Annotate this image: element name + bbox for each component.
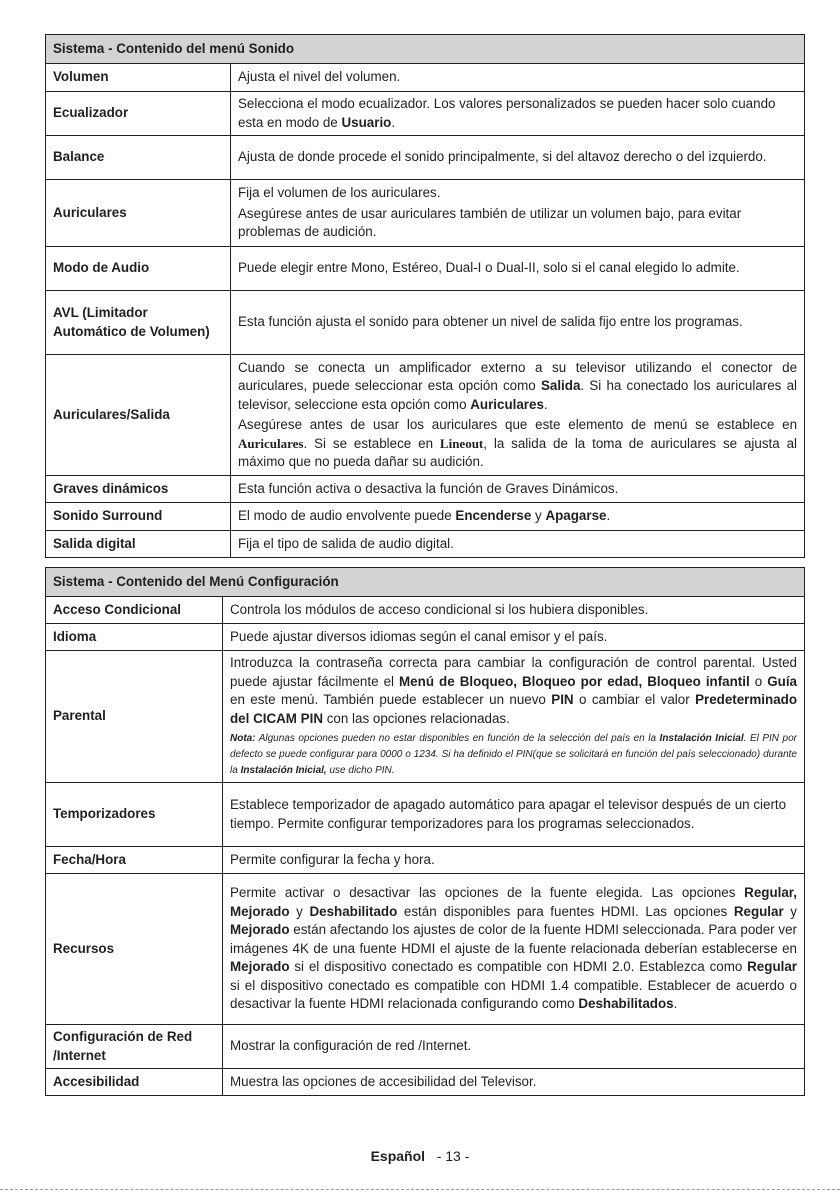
table-row [46, 597, 805, 624]
table-row [46, 783, 805, 847]
row-label: Modo de Audio [46, 247, 231, 291]
table-row [46, 624, 805, 651]
table-row [46, 136, 805, 180]
row-description: Fija el volumen de los auriculares. Asegúrese antes de usar auriculares también de utilizar un volumen bajo, para evitar problemas de audición. [231, 180, 805, 247]
row-label: Idioma [46, 624, 223, 651]
parental-note: Nota: Algunas opciones pueden no estar disponibles en función de la selección del país en la Instalación Inicial. El PIN por defecto se puede configurar para 0000 o 1234. Si ha definido el PIN(que se solicitará en función del país seleccionado) durante la Instalación Inicial, use dicho PIN. [230, 733, 798, 776]
table-title-row [46, 568, 805, 597]
table-row [46, 291, 805, 355]
table-row [46, 874, 805, 1025]
row-label: Accesibilidad [46, 1069, 223, 1096]
row-description: Fija el tipo de salida de audio digital. [231, 531, 805, 558]
row-label: Parental [46, 651, 223, 783]
row-description: Introduzca la contraseña correcta para cambiar la configuración de control parental. Usted puede ajustar fácilmente el Menú de Bloqueo, Bloqueo por edad, Bloqueo infantil o Guía en este menú. También puede establecer un nuevo PIN o cambiar el valor Predeterminado del CICAM PIN con las opciones relacionadas. Nota: Algunas opciones pueden no estar disponibles en función de la selección del país en la Instalación Inicial. El PIN por defecto se puede configurar para 0000 o 1234. Si ha definido el PIN(que se solicitará en función del país seleccionado) durante la Instalación Inicial, use dicho PIN. [223, 651, 805, 783]
row-description: Esta función activa o desactiva la función de Graves Dinámicos. [231, 476, 805, 503]
row-description: Muestra las opciones de accesibilidad del Televisor. [223, 1069, 805, 1096]
row-label: Sonido Surround [46, 503, 231, 531]
table-row [46, 92, 805, 136]
row-label: Ecualizador [46, 92, 231, 136]
page-footer [0, 1148, 840, 1164]
row-label: Acceso Condicional [46, 597, 223, 624]
row-description: Ajusta el nivel del volumen. [231, 64, 805, 92]
table-title: Sistema - Contenido del menú Sonido [46, 35, 805, 64]
row-label: Recursos [46, 874, 223, 1025]
row-label: Auriculares/Salida [46, 355, 231, 476]
row-description: Esta función ajusta el sonido para obtener un nivel de salida fijo entre los programas. [231, 291, 805, 355]
table-row [46, 476, 805, 503]
sound-menu-table [45, 34, 805, 558]
row-description: Selecciona el modo ecualizador. Los valores personalizados se pueden hacer solo cuando esta en modo de Usuario. [231, 92, 805, 136]
footer-language: Español [370, 1148, 426, 1164]
row-description: Establece temporizador de apagado automático para apagar el televisor después de un cierto tiempo. Permite configurar temporizadores para los programas seleccionados. [223, 783, 805, 847]
row-label: Volumen [46, 64, 231, 92]
row-description: Permite configurar la fecha y hora. [223, 847, 805, 874]
row-label: Temporizadores [46, 783, 223, 847]
table-row [46, 651, 805, 783]
table-row [46, 1025, 805, 1069]
row-description: Ajusta de donde procede el sonido principalmente, si del altavoz derecho o del izquierdo. [231, 136, 805, 180]
table-title-row [46, 35, 805, 64]
table-row [46, 847, 805, 874]
row-label: Auriculares [46, 180, 231, 247]
row-label: Graves dinámicos [46, 476, 231, 503]
row-description: Mostrar la configuración de red /Internet. [223, 1025, 805, 1069]
table-title: Sistema - Contenido del Menú Configuración [46, 568, 805, 597]
row-description: Cuando se conecta un amplificador externo a su televisor utilizando el conector de auriculares, puede seleccionar esta opción como Salida. Si ha conectado los auriculares al televisor, seleccione esta opción como Auriculares. Asegúrese antes de usar los auriculares que este elemento de menú se establece en Auriculares. Si se establece en Lineout, la salida de la toma de auriculares se ajusta al máximo que no pueda dañar su audición. [231, 355, 805, 476]
row-label: Configuración de Red /Internet [46, 1025, 223, 1069]
row-description: Puede ajustar diversos idiomas según el canal emisor y el país. [223, 624, 805, 651]
bottom-divider [0, 1189, 840, 1190]
row-label: Fecha/Hora [46, 847, 223, 874]
row-label: Balance [46, 136, 231, 180]
row-label: AVL (Limitador Automático de Volumen) [46, 291, 231, 355]
row-label: Salida digital [46, 531, 231, 558]
row-description: Puede elegir entre Mono, Estéreo, Dual-I o Dual-II, solo si el canal elegido lo admite. [231, 247, 805, 291]
table-row [46, 1069, 805, 1096]
table-row [46, 355, 805, 476]
row-description: Controla los módulos de acceso condicional si los hubiera disponibles. [223, 597, 805, 624]
configuration-menu-table [45, 567, 805, 1096]
table-row [46, 503, 805, 531]
table-row [46, 64, 805, 92]
row-description: El modo de audio envolvente puede Encenderse y Apagarse. [231, 503, 805, 531]
row-description: Permite activar o desactivar las opciones de la fuente elegida. Las opciones Regular, Mejorado y Deshabilitado están disponibles para fuentes HDMI. Las opciones Regular y Mejorado están afectando los ajustes de color de la fuente HDMI seleccionada. Para poder ver imágenes 4K de una fuente HDMI el ajuste de la fuente relacionada deberían establecerse en Mejorado si el dispositivo conectado es compatible con HDMI 2.0. Establezca como Regular si el dispositivo conectado es compatible con HDMI 1.4 compatible. Establecer de acuerdo o desactivar la fuente HDMI relacionada configurando como Deshabilitados. [223, 874, 805, 1025]
table-row [46, 247, 805, 291]
table-row [46, 180, 805, 247]
table-row [46, 531, 805, 558]
page-number: - 13 - [436, 1148, 470, 1164]
